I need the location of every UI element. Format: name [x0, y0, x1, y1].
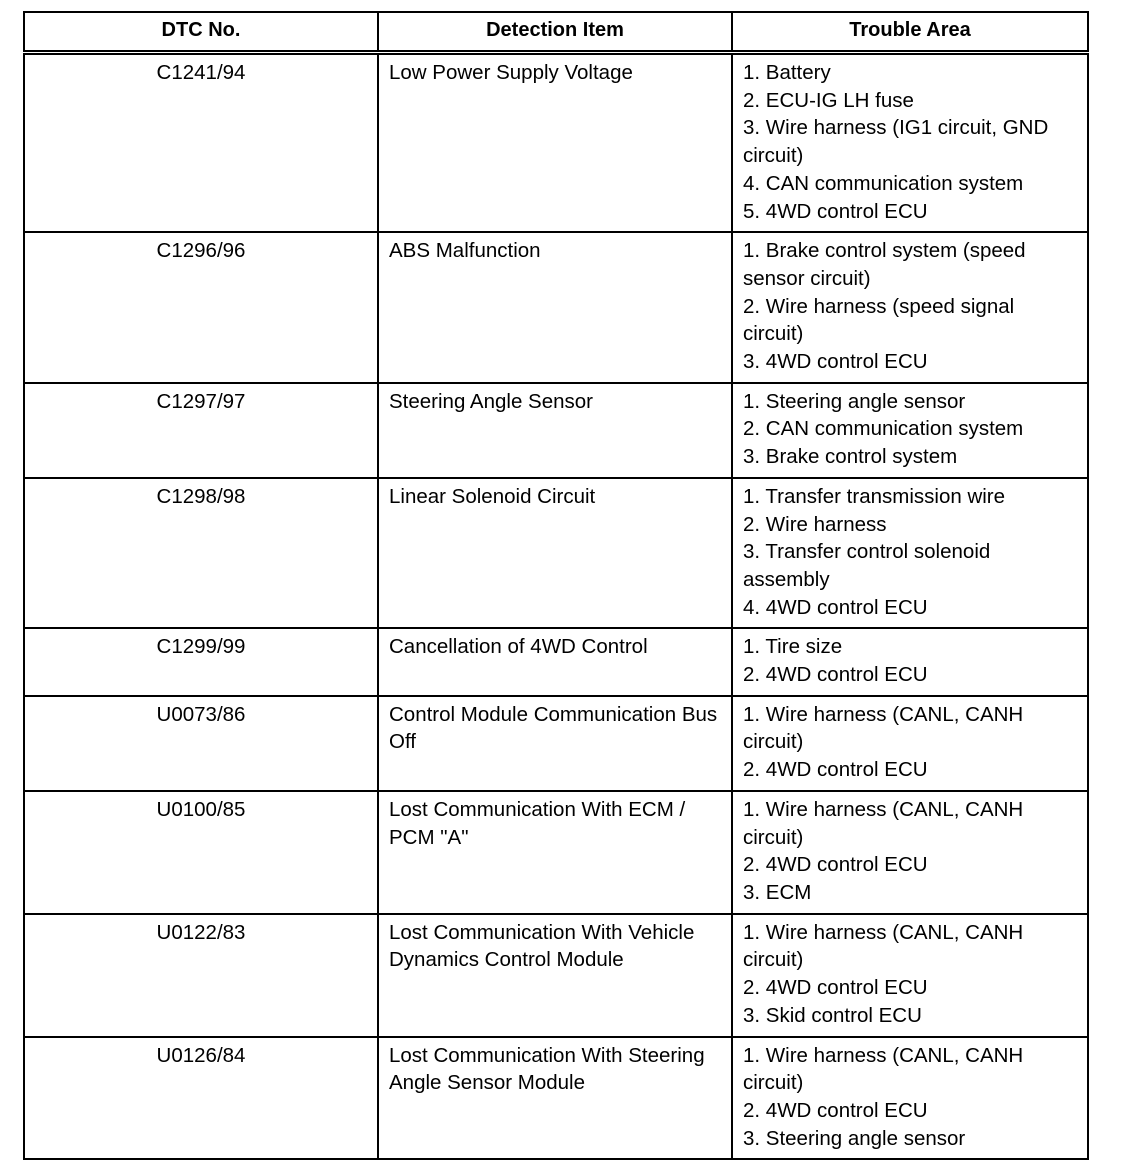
detection-item-cell: Lost Communication With Steering Angle Sensor Module	[378, 1037, 732, 1160]
dtc-table	[23, 11, 1089, 1160]
table-header	[24, 12, 1088, 53]
trouble-area-item: 1. Wire harness (CANL, CANH circuit)	[743, 702, 1024, 754]
dtc-code-cell: C1297/97	[24, 383, 378, 478]
trouble-area-item: 2. 4WD control ECU	[743, 976, 928, 1000]
table-body	[24, 53, 1088, 1160]
header-trouble-area: Trouble Area	[732, 12, 1088, 53]
dtc-code-cell: U0073/86	[24, 696, 378, 791]
detection-item-cell: Low Power Supply Voltage	[378, 53, 732, 233]
table-row	[24, 232, 1088, 383]
table-row	[24, 53, 1088, 233]
trouble-area-cell	[732, 914, 1088, 1037]
trouble-area-cell	[732, 53, 1088, 233]
detection-item-cell: Steering Angle Sensor	[378, 383, 732, 478]
detection-item-cell: Control Module Communication Bus Off	[378, 696, 732, 791]
trouble-area-item: 1. Wire harness (CANL, CANH circuit)	[743, 1043, 1024, 1095]
detection-item-cell: Lost Communication With ECM / PCM "A"	[378, 791, 732, 914]
trouble-area-item: 1. Steering angle sensor	[743, 389, 966, 413]
trouble-area-item: 3. Brake control system	[743, 445, 958, 469]
trouble-area-item: 3. 4WD control ECU	[743, 350, 928, 374]
header-row	[24, 12, 1088, 53]
detection-item-cell: Lost Communication With Vehicle Dynamics Control Module	[378, 914, 732, 1037]
trouble-area-item: 1. Tire size	[743, 635, 843, 659]
trouble-area-item: 2. 4WD control ECU	[743, 663, 928, 687]
table-row	[24, 696, 1088, 791]
trouble-area-item: 3. Transfer control solenoid assembly	[743, 540, 991, 591]
trouble-area-cell	[732, 696, 1088, 791]
dtc-code-cell: C1298/98	[24, 478, 378, 629]
trouble-area-item: 1. Brake control system (speed sensor circuit)	[743, 239, 1026, 290]
trouble-area-cell	[732, 383, 1088, 478]
trouble-area-cell	[732, 1037, 1088, 1160]
trouble-area-item: 1. Wire harness (CANL, CANH circuit)	[743, 920, 1024, 972]
trouble-area-item: 2. 4WD control ECU	[743, 1098, 928, 1122]
table-row	[24, 914, 1088, 1037]
trouble-area-cell	[732, 791, 1088, 914]
header-dtc-no: DTC No.	[24, 12, 378, 53]
dtc-code-cell: C1241/94	[24, 53, 378, 233]
trouble-area-item: 1. Wire harness (CANL, CANH circuit)	[743, 797, 1024, 849]
dtc-code-cell: U0126/84	[24, 1037, 378, 1160]
detection-item-cell: Cancellation of 4WD Control	[378, 628, 732, 695]
detection-item-cell: Linear Solenoid Circuit	[378, 478, 732, 629]
dtc-code-cell: U0122/83	[24, 914, 378, 1037]
trouble-area-item: 3. Wire harness (IG1 circuit, GND circuit)	[743, 116, 1049, 168]
trouble-area-item: 2. Wire harness	[743, 512, 887, 536]
table-row	[24, 791, 1088, 914]
trouble-area-item: 2. 4WD control ECU	[743, 853, 928, 877]
trouble-area-item: 4. CAN communication system	[743, 171, 1024, 195]
table-row	[24, 1037, 1088, 1160]
trouble-area-item: 1. Transfer transmission wire	[743, 484, 1006, 508]
trouble-area-cell	[732, 628, 1088, 695]
detection-item-cell: ABS Malfunction	[378, 232, 732, 383]
trouble-area-item: 1. Battery	[743, 61, 831, 84]
trouble-area-item: 5. 4WD control ECU	[743, 199, 928, 223]
table-row	[24, 478, 1088, 629]
dtc-code-cell: C1296/96	[24, 232, 378, 383]
trouble-area-item: 3. Steering angle sensor	[743, 1126, 966, 1150]
trouble-area-cell	[732, 232, 1088, 383]
trouble-area-item: 2. Wire harness (speed signal circuit)	[743, 294, 1015, 346]
table-row	[24, 383, 1088, 478]
trouble-area-item: 3. ECM	[743, 880, 812, 904]
dtc-code-cell: C1299/99	[24, 628, 378, 695]
table-row	[24, 628, 1088, 695]
trouble-area-item: 3. Skid control ECU	[743, 1003, 922, 1027]
header-detection-item: Detection Item	[378, 12, 732, 53]
trouble-area-item: 2. 4WD control ECU	[743, 758, 928, 782]
trouble-area-item: 2. ECU-IG LH fuse	[743, 88, 914, 112]
dtc-code-cell: U0100/85	[24, 791, 378, 914]
trouble-area-item: 2. CAN communication system	[743, 417, 1024, 441]
trouble-area-item: 4. 4WD control ECU	[743, 595, 928, 619]
trouble-area-cell	[732, 478, 1088, 629]
